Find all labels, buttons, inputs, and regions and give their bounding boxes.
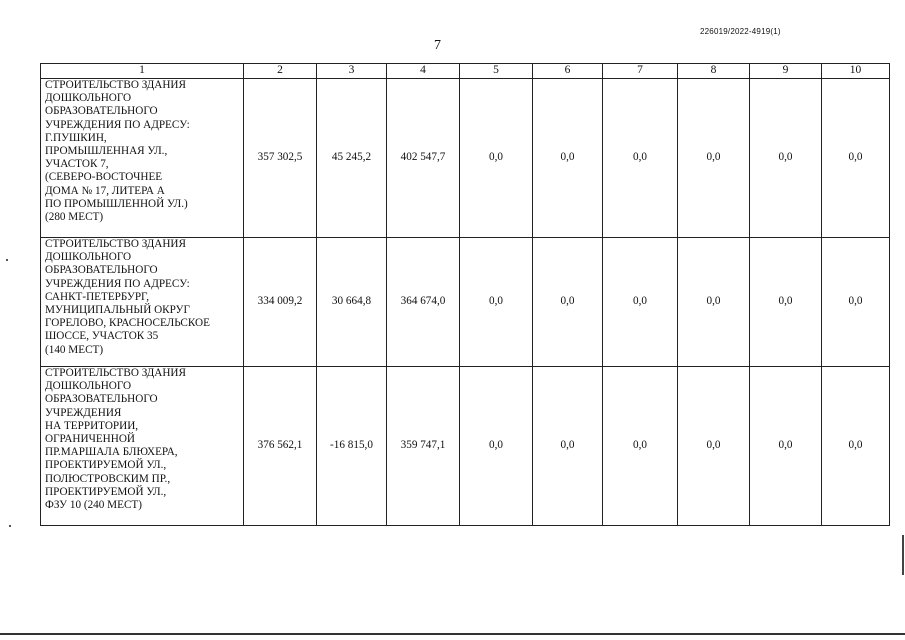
value-cell: 0,0 <box>603 79 678 238</box>
header-row <box>41 64 890 79</box>
value-cell: 0,0 <box>750 238 822 367</box>
value-cell: 0,0 <box>678 367 750 526</box>
column-header: 5 <box>460 64 533 79</box>
object-name-line: УЧАСТОК 7, <box>45 158 109 171</box>
value-cell: 0,0 <box>678 79 750 238</box>
column-header: 4 <box>387 64 460 79</box>
value-cell: 45 245,2 <box>317 79 387 238</box>
scan-edge-mark <box>902 535 904 575</box>
document-id: 226019/2022-4919(1) <box>700 27 781 36</box>
value-cell: -16 815,0 <box>317 367 387 526</box>
object-name-line: СТРОИТЕЛЬСТВО ЗДАНИЯ <box>45 79 186 91</box>
value-cell: 376 562,1 <box>244 367 317 526</box>
object-name-line: САНКТ-ПЕТЕРБУРГ, <box>45 290 150 303</box>
object-name-line: ФЗУ 10 (240 МЕСТ) <box>45 499 142 512</box>
table-row <box>41 79 890 238</box>
scan-speck <box>6 259 8 261</box>
object-name-line: УЧРЕЖДЕНИЯ <box>45 406 122 419</box>
data-table <box>40 63 890 526</box>
object-name-line: УЧРЕЖДЕНИЯ ПО АДРЕСУ: <box>45 277 190 290</box>
column-header: 1 <box>41 64 244 79</box>
object-name-line: (СЕВЕРО-ВОСТОЧНЕЕ <box>45 171 163 184</box>
column-header: 8 <box>678 64 750 79</box>
object-name-line: ПР.МАРШАЛА БЛЮХЕРА, <box>45 446 178 459</box>
value-cell: 334 009,2 <box>244 238 317 367</box>
object-name-line: СТРОИТЕЛЬСТВО ЗДАНИЯ <box>45 367 186 379</box>
scan-speck <box>9 525 11 527</box>
table-row <box>41 238 890 367</box>
value-cell: 0,0 <box>750 367 822 526</box>
object-name-line: ДОШКОЛЬНОГО <box>45 92 132 105</box>
value-cell: 0,0 <box>603 238 678 367</box>
column-header: 9 <box>750 64 822 79</box>
value-cell: 0,0 <box>822 79 890 238</box>
object-name-line: Г.ПУШКИН, <box>45 131 107 144</box>
object-name-line: УЧРЕЖДЕНИЯ ПО АДРЕСУ: <box>45 118 190 131</box>
column-header: 3 <box>317 64 387 79</box>
value-cell: 359 747,1 <box>387 367 460 526</box>
page-bottom-rule <box>0 633 905 635</box>
value-cell: 402 547,7 <box>387 79 460 238</box>
object-name-line: ПРОМЫШЛЕННАЯ УЛ., <box>45 145 168 158</box>
column-header: 10 <box>822 64 890 79</box>
object-name-line: ОБРАЗОВАТЕЛЬНОГО <box>45 264 158 277</box>
object-name-line: ДОМА № 17, ЛИТЕРА А <box>45 184 165 197</box>
column-header: 2 <box>244 64 317 79</box>
object-name-line: ГОРЕЛОВО, КРАСНОСЕЛЬСКОЕ <box>45 317 210 330</box>
value-cell: 364 674,0 <box>387 238 460 367</box>
value-cell: 30 664,8 <box>317 238 387 367</box>
object-name-line: ПРОЕКТИРУЕМОЙ УЛ., <box>45 459 167 472</box>
value-cell: 0,0 <box>533 238 603 367</box>
object-name-line: ДОШКОЛЬНОГО <box>45 251 132 264</box>
value-cell: 0,0 <box>678 238 750 367</box>
object-name-line: ДОШКОЛЬНОГО <box>45 380 132 393</box>
object-name-cell <box>41 367 244 526</box>
value-cell: 0,0 <box>460 238 533 367</box>
value-cell: 0,0 <box>460 79 533 238</box>
object-name-line: ПО ПРОМЫШЛЕННОЙ УЛ.) <box>45 197 188 210</box>
value-cell: 357 302,5 <box>244 79 317 238</box>
object-name-line: ПОЛЮСТРОВСКИМ ПР., <box>45 472 171 485</box>
value-cell: 0,0 <box>750 79 822 238</box>
object-name-line: ШОССЕ, УЧАСТОК 35 <box>45 330 159 343</box>
value-cell: 0,0 <box>822 238 890 367</box>
object-name-line: (280 МЕСТ) <box>45 211 104 224</box>
object-name-line: ПРОЕКТИРУЕМОЙ УЛ., <box>45 485 167 498</box>
object-name-line: НА ТЕРРИТОРИИ, <box>45 419 139 432</box>
object-name-cell <box>41 238 244 367</box>
object-name-line: ОБРАЗОВАТЕЛЬНОГО <box>45 393 158 406</box>
value-cell: 0,0 <box>533 367 603 526</box>
object-name-line: СТРОИТЕЛЬСТВО ЗДАНИЯ <box>45 238 186 250</box>
object-name-cell <box>41 79 244 238</box>
page-number: 7 <box>434 38 441 53</box>
object-name-line: (140 МЕСТ) <box>45 343 104 356</box>
column-header: 7 <box>603 64 678 79</box>
object-name-line: ОБРАЗОВАТЕЛЬНОГО <box>45 105 158 118</box>
object-name-line: МУНИЦИПАЛЬНЫЙ ОКРУГ <box>45 304 190 317</box>
value-cell: 0,0 <box>533 79 603 238</box>
value-cell: 0,0 <box>822 367 890 526</box>
object-name-line: ОГРАНИЧЕННОЙ <box>45 433 135 446</box>
column-header: 6 <box>533 64 603 79</box>
value-cell: 0,0 <box>460 367 533 526</box>
table-row <box>41 367 890 526</box>
value-cell: 0,0 <box>603 367 678 526</box>
